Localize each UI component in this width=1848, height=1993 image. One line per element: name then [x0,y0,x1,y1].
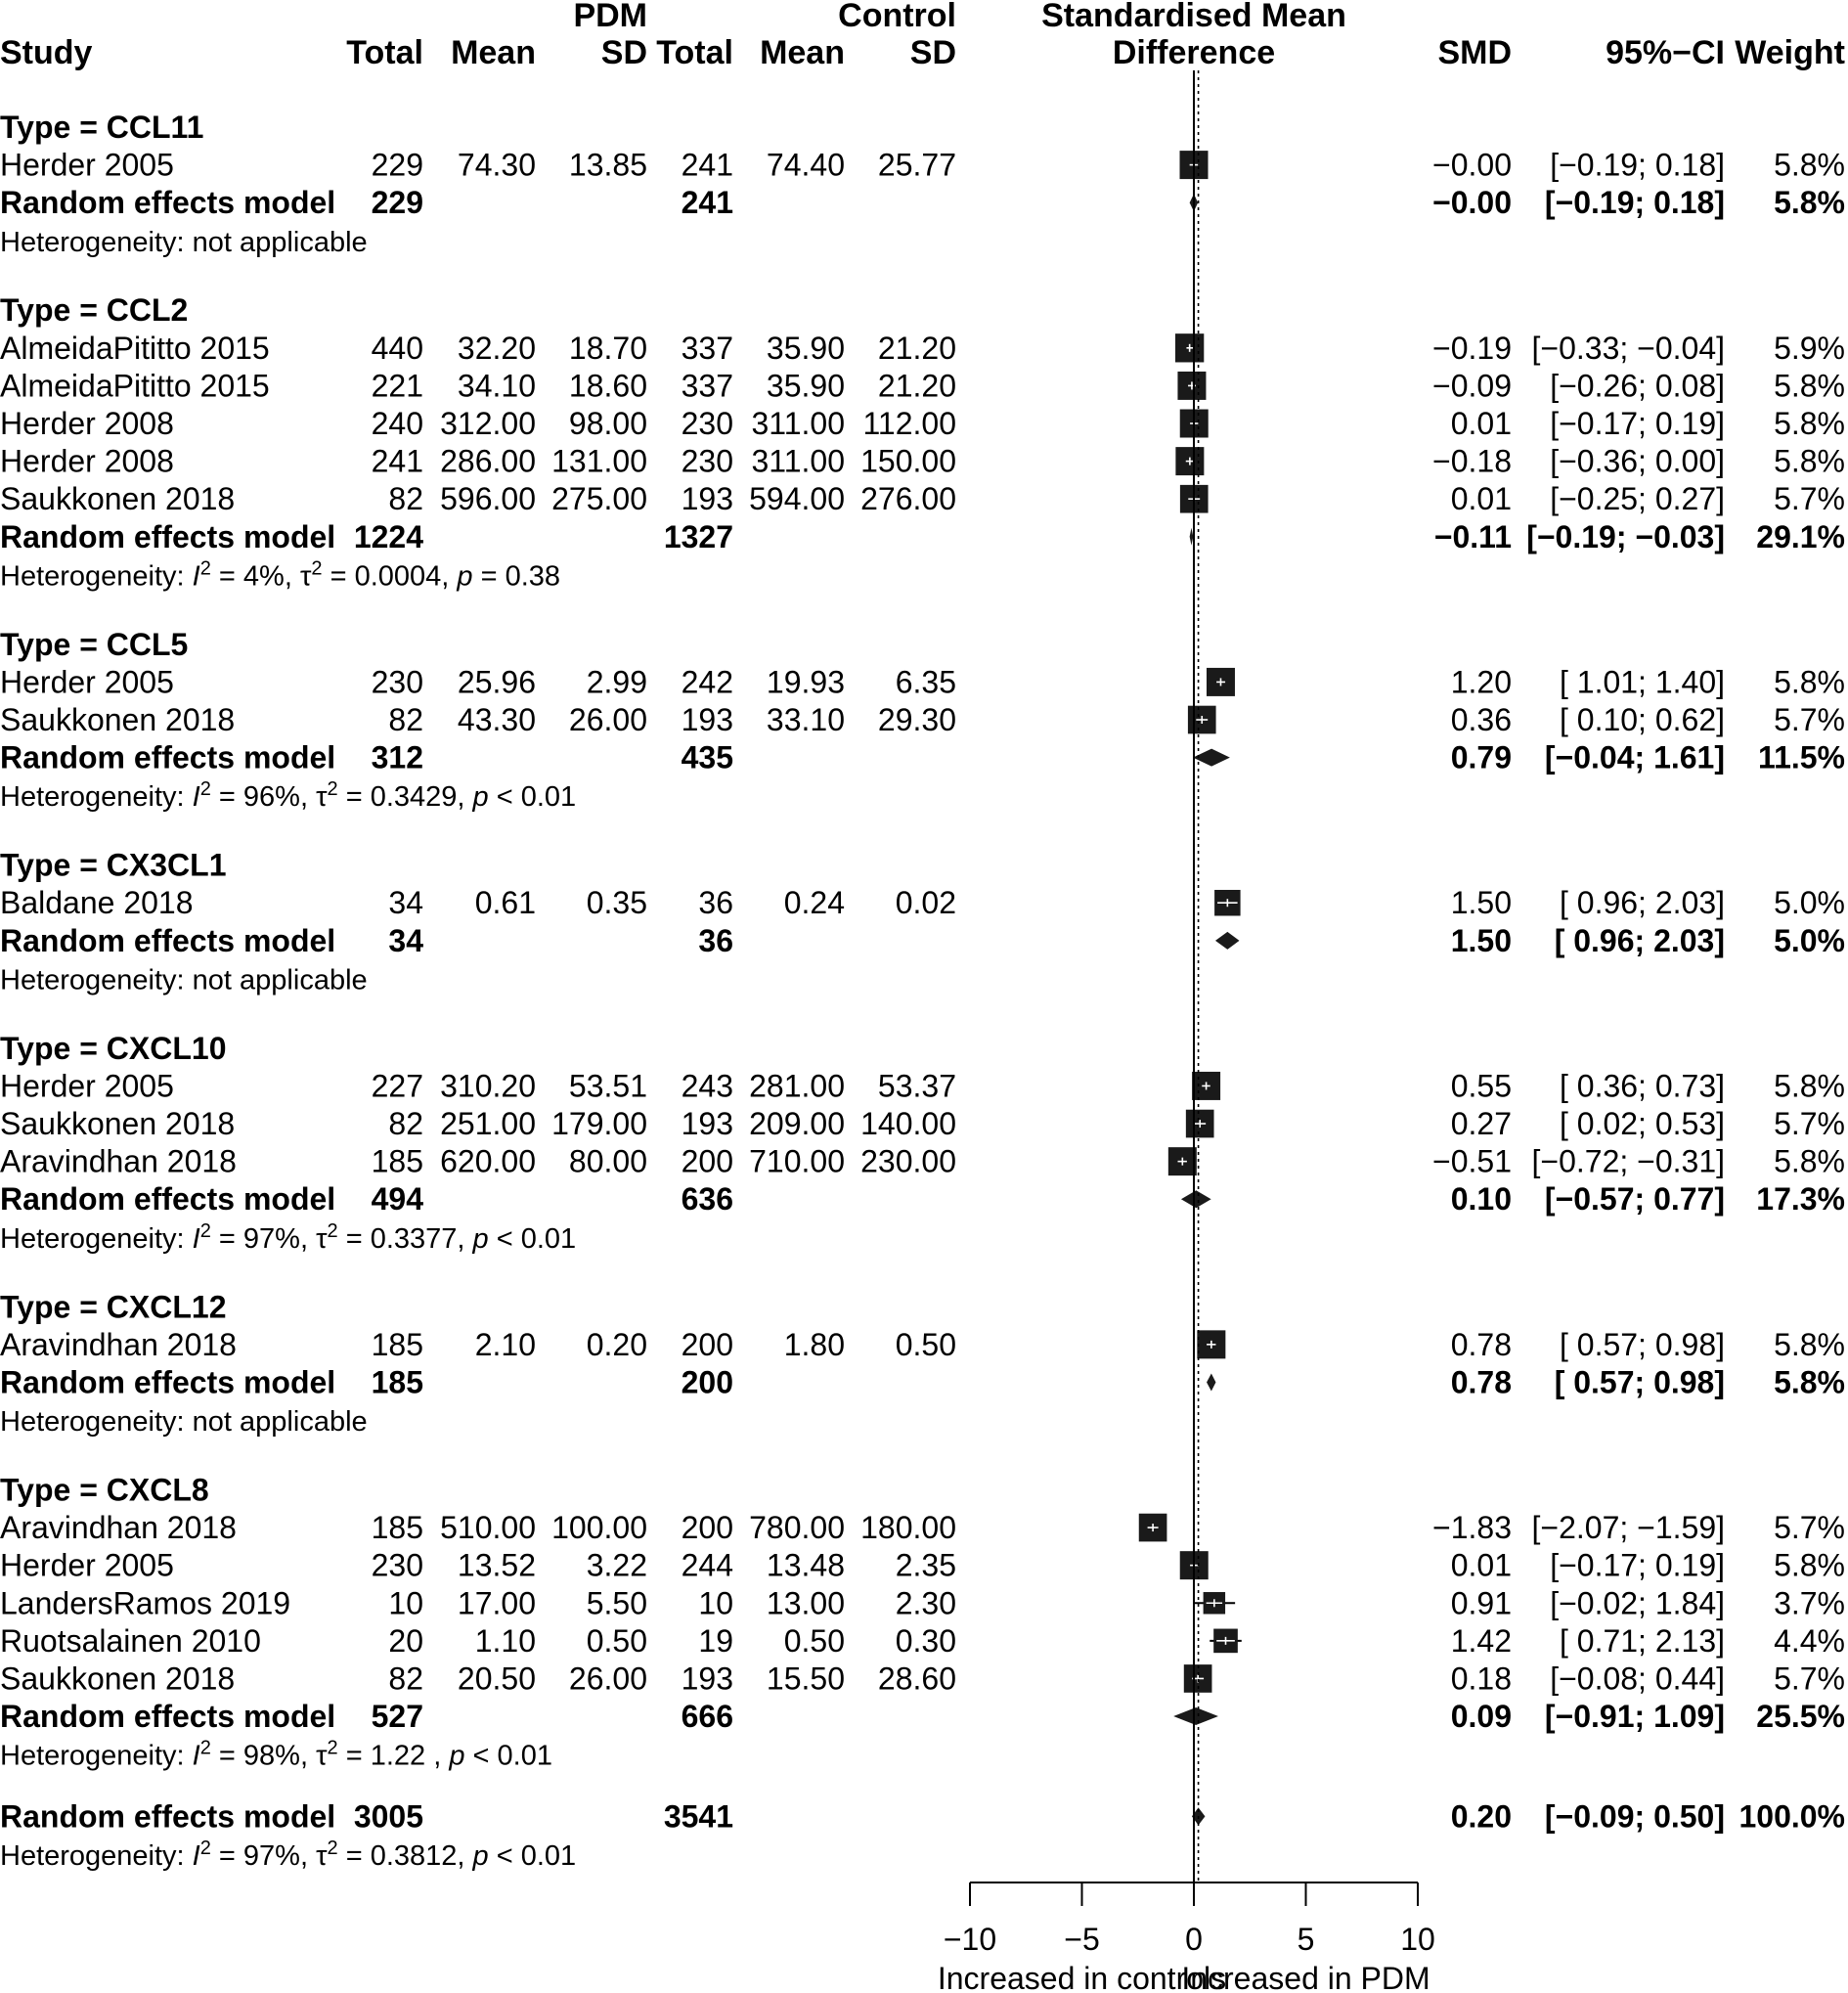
ci-value: [−0.33; −0.04] [1531,330,1725,366]
subgroup-control-total: 36 [698,922,733,958]
subgroup-pdm-total: 34 [388,922,423,958]
pdm-mean: 0.61 [474,885,536,921]
pdm-mean: 510.00 [440,1510,536,1546]
subgroup-control-total: 200 [681,1364,733,1400]
header-ci: 95%−CI [1606,34,1725,71]
weight-value: 5.8% [1774,368,1845,404]
plot-area [1139,70,1242,1882]
ci-value: [−2.07; −1.59] [1531,1510,1725,1546]
group-label: Type = CCL11 [0,110,204,145]
ci-value: [ 0.36; 0.73] [1559,1068,1725,1104]
subgroup-model-label: Random effects model [0,185,336,221]
study-name: Aravindhan 2018 [0,1510,237,1546]
subgroup-weight: 5.0% [1774,922,1845,958]
control-mean: 311.00 [751,406,845,442]
pdm-total: 230 [371,1547,423,1583]
subgroup-heterogeneity: Heterogeneity: $I^2 = 97\%$, $\tau^2 = 0.3377$, p < 0.01 [0,1219,577,1255]
group-label: Type = CXCL10 [0,1030,227,1066]
group-label: Type = CX3CL1 [0,847,227,883]
smd-value: 0.01 [1450,406,1512,442]
pdm-sd: 3.22 [586,1547,647,1583]
subgroup-heterogeneity: Heterogeneity: not applicable [0,964,368,996]
pdm-sd: 18.70 [568,330,647,366]
subgroup-ci: [−0.19; −0.03] [1526,518,1725,554]
pdm-sd: 5.50 [586,1585,647,1621]
weight-value: 5.7% [1774,1106,1845,1142]
control-mean: 13.00 [766,1585,845,1621]
header-control-sd: SD [909,34,956,71]
smd-value: −0.18 [1432,443,1512,479]
study-name: Saukkonen 2018 [0,1661,236,1697]
control-sd: 29.30 [877,702,956,738]
pdm-sd: 26.00 [568,1661,647,1697]
control-mean: 1.80 [783,1326,845,1362]
pdm-total: 440 [371,330,423,366]
axis-tick-label: 0 [1185,1922,1203,1957]
control-sd: 180.00 [860,1510,956,1546]
header-study: Study [0,34,93,71]
subgroup-smd: −0.00 [1432,185,1512,221]
pdm-sd: 13.85 [568,147,647,183]
ci-value: [−0.26; 0.08] [1550,368,1725,404]
pdm-sd: 0.50 [586,1622,647,1659]
subgroup-smd: 0.10 [1450,1181,1512,1218]
control-sd: 53.37 [877,1068,956,1104]
ci-value: [ 1.01; 1.40] [1559,664,1725,700]
pdm-sd: 53.51 [568,1068,647,1104]
smd-value: 0.55 [1450,1068,1512,1104]
subgroup-model-label: Random effects model [0,1181,336,1218]
study-name: AlmeidaPititto 2015 [0,368,270,404]
smd-value: 0.01 [1450,481,1512,517]
subgroup-control-total: 636 [681,1181,733,1218]
overall-control-total: 3541 [663,1798,733,1835]
pdm-mean: 20.50 [457,1661,536,1697]
pdm-total: 227 [371,1068,423,1104]
smd-value: 0.27 [1450,1106,1512,1142]
x-label-left: Increased in controls [937,1961,1227,1993]
control-total: 200 [681,1143,733,1179]
control-sd: 2.35 [895,1547,956,1583]
ci-value: [ 0.10; 0.62] [1559,702,1725,738]
weight-value: 5.8% [1774,406,1845,442]
subgroup-smd: 1.50 [1450,922,1512,958]
control-mean: 13.48 [766,1547,845,1583]
subgroup-diamond [1181,1190,1211,1208]
control-total: 193 [681,1106,733,1142]
ci-value: [−0.19; 0.18] [1550,147,1725,183]
ci-value: [−0.02; 1.84] [1550,1585,1725,1621]
pdm-total: 185 [371,1510,423,1546]
control-mean: 209.00 [749,1106,845,1142]
study-name: Herder 2005 [0,1068,174,1104]
control-mean: 74.40 [766,147,845,183]
subgroup-diamond [1190,528,1194,546]
subgroup-model-label: Random effects model [0,739,336,775]
subgroup-model-label: Random effects model [0,1699,336,1735]
pdm-total: 185 [371,1143,423,1179]
weight-value: 5.8% [1774,664,1845,700]
control-total: 193 [681,702,733,738]
control-mean: 594.00 [749,481,845,517]
control-sd: 25.77 [877,147,956,183]
subgroup-diamond [1173,1707,1218,1725]
control-total: 337 [681,330,733,366]
subgroup-control-total: 666 [681,1699,733,1735]
ci-value: [−0.72; −0.31] [1531,1143,1725,1179]
column-header [0,0,1845,71]
pdm-mean: 2.10 [474,1326,536,1362]
ci-value: [−0.08; 0.44] [1550,1661,1725,1697]
smd-value: 0.01 [1450,1547,1512,1583]
subgroup-heterogeneity: Heterogeneity: not applicable [0,226,368,258]
study-name: Aravindhan 2018 [0,1326,237,1362]
smd-value: 0.91 [1450,1585,1512,1621]
subgroup-weight: 25.5% [1756,1699,1845,1735]
pdm-mean: 286.00 [440,443,536,479]
ci-value: [−0.36; 0.00] [1550,443,1725,479]
pdm-sd: 98.00 [568,406,647,442]
subgroup-smd: 0.09 [1450,1699,1512,1735]
weight-value: 5.8% [1774,443,1845,479]
control-total: 193 [681,481,733,517]
pdm-sd: 0.35 [586,885,647,921]
group-label: Type = CXCL8 [0,1472,209,1508]
subgroup-smd: 0.78 [1450,1364,1512,1400]
subgroup-ci: [−0.19; 0.18] [1544,185,1725,221]
weight-value: 5.8% [1774,1143,1845,1179]
control-sd: 21.20 [877,368,956,404]
subgroup-diamond [1207,1373,1215,1391]
x-axis [938,1882,1435,1993]
subgroup-diamond [1215,932,1240,950]
pdm-sd: 100.00 [551,1510,647,1546]
pdm-total: 230 [371,664,423,700]
subgroup-model-label: Random effects model [0,518,336,554]
control-mean: 0.24 [783,885,845,921]
subgroup-smd: −0.11 [1433,518,1512,554]
control-mean: 281.00 [749,1068,845,1104]
subgroup-ci: [ 0.96; 2.03] [1554,922,1725,958]
control-total: 200 [681,1510,733,1546]
header-pdm-sd: SD [600,34,647,71]
pdm-mean: 13.52 [457,1547,536,1583]
group-label: Type = CCL5 [0,626,189,662]
control-total: 200 [681,1326,733,1362]
pdm-mean: 596.00 [440,481,536,517]
axis-tick-label: −5 [1064,1922,1100,1957]
pdm-sd: 26.00 [568,702,647,738]
control-mean: 710.00 [749,1143,845,1179]
smd-value: −1.83 [1432,1510,1512,1546]
weight-value: 5.8% [1774,1326,1845,1362]
control-mean: 15.50 [766,1661,845,1697]
weight-value: 5.8% [1774,1068,1845,1104]
ci-value: [ 0.02; 0.53] [1559,1106,1725,1142]
header-control-total: Total [656,34,733,71]
pdm-mean: 34.10 [457,368,536,404]
pdm-sd: 0.20 [586,1326,647,1362]
axis-tick-label: 5 [1297,1922,1315,1957]
subgroup-heterogeneity: Heterogeneity: $I^2 = 96\%$, $\tau^2 = 0.3429$, p < 0.01 [0,778,577,814]
smd-value: 0.36 [1450,702,1512,738]
pdm-mean: 74.30 [457,147,536,183]
overall-pdm-total: 3005 [353,1798,423,1835]
study-name: Herder 2005 [0,664,174,700]
control-sd: 276.00 [860,481,956,517]
pdm-mean: 32.20 [457,330,536,366]
control-total: 36 [698,885,733,921]
subgroup-weight: 5.8% [1774,1364,1845,1400]
pdm-sd: 18.60 [568,368,647,404]
pdm-sd: 131.00 [551,443,647,479]
pdm-total: 34 [388,885,423,921]
study-name: Herder 2008 [0,406,174,442]
group-label: Type = CXCL12 [0,1289,227,1325]
pdm-mean: 1.10 [474,1622,536,1659]
pdm-total: 185 [371,1326,423,1362]
study-name: Baldane 2018 [0,885,194,921]
study-name: Ruotsalainen 2010 [0,1622,261,1659]
subgroup-heterogeneity: Heterogeneity: not applicable [0,1406,368,1439]
subgroup-model-label: Random effects model [0,922,336,958]
pdm-mean: 17.00 [457,1585,536,1621]
pdm-mean: 251.00 [440,1106,536,1142]
subgroup-ci: [−0.57; 0.77] [1544,1181,1725,1218]
weight-value: 5.7% [1774,702,1845,738]
control-sd: 112.00 [862,406,956,442]
control-mean: 33.10 [766,702,845,738]
subgroup-control-total: 1327 [663,518,733,554]
smd-value: 0.18 [1450,1661,1512,1697]
pdm-total: 20 [388,1622,423,1659]
weight-value: 4.4% [1774,1622,1845,1659]
weight-value: 5.8% [1774,147,1845,183]
header-control-mean: Mean [760,34,845,71]
weight-value: 5.7% [1774,481,1845,517]
study-name: AlmeidaPititto 2015 [0,330,270,366]
pdm-total: 82 [388,702,423,738]
pdm-total: 221 [371,368,423,404]
study-name: Saukkonen 2018 [0,1106,236,1142]
weight-value: 5.7% [1774,1661,1845,1697]
pdm-total: 240 [371,406,423,442]
smd-value: 1.20 [1450,664,1512,700]
study-name: LandersRamos 2019 [0,1585,291,1621]
smd-value: 1.50 [1450,885,1512,921]
pdm-sd: 80.00 [568,1143,647,1179]
overall-heterogeneity: Heterogeneity: $I^2 = 97\%$, $\tau^2 = 0.3812$, p < 0.01 [0,1837,577,1872]
pdm-total: 229 [371,147,423,183]
pdm-mean: 25.96 [457,664,536,700]
study-name: Saukkonen 2018 [0,481,236,517]
control-total: 193 [681,1661,733,1697]
control-total: 241 [681,147,733,183]
pdm-sd: 179.00 [551,1106,647,1142]
subgroup-weight: 11.5% [1758,739,1845,775]
control-sd: 21.20 [877,330,956,366]
ci-value: [−0.25; 0.27] [1550,481,1725,517]
pdm-mean: 310.20 [440,1068,536,1104]
control-sd: 150.00 [860,443,956,479]
overall-ci: [−0.09; 0.50] [1544,1798,1725,1835]
subgroup-control-total: 241 [681,185,733,221]
pdm-total: 82 [388,481,423,517]
control-total: 230 [681,443,733,479]
smd-value: 0.78 [1450,1326,1512,1362]
overall-model-label: Random effects model [0,1798,336,1835]
pdm-total: 10 [388,1585,423,1621]
control-total: 244 [681,1547,733,1583]
axis-tick-label: 10 [1400,1922,1435,1957]
ci-value: [ 0.71; 2.13] [1559,1622,1725,1659]
control-sd: 6.35 [895,664,956,700]
smd-value: −0.19 [1432,330,1512,366]
control-sd: 0.30 [895,1622,956,1659]
header-effect: Standardised Mean [1041,0,1346,34]
pdm-total: 82 [388,1106,423,1142]
control-total: 230 [681,406,733,442]
control-sd: 230.00 [860,1143,956,1179]
study-name: Herder 2005 [0,1547,174,1583]
ci-value: [−0.17; 0.19] [1550,406,1725,442]
smd-value: −0.00 [1432,147,1512,183]
control-total: 10 [698,1585,733,1621]
header-pdm-mean: Mean [451,34,536,71]
subgroup-control-total: 435 [681,739,733,775]
weight-value: 5.7% [1774,1510,1845,1546]
control-total: 243 [681,1068,733,1104]
pdm-mean: 312.00 [440,406,536,442]
control-sd: 28.60 [877,1661,956,1697]
subgroup-pdm-total: 229 [371,185,423,221]
control-mean: 35.90 [766,330,845,366]
control-mean: 311.00 [751,443,845,479]
group-label: Type = CCL2 [0,292,189,329]
subgroup-pdm-total: 527 [371,1699,423,1735]
subgroup-ci: [−0.04; 1.61] [1544,739,1725,775]
control-mean: 0.50 [783,1622,845,1659]
study-name: Herder 2008 [0,443,174,479]
ci-value: [ 0.96; 2.03] [1559,885,1725,921]
control-sd: 140.00 [860,1106,956,1142]
weight-value: 3.7% [1774,1585,1845,1621]
subgroup-pdm-total: 494 [371,1181,423,1218]
header-smd: SMD [1437,34,1512,71]
subgroup-weight: 5.8% [1774,185,1845,221]
subgroup-pdm-total: 312 [371,739,423,775]
axis-tick-label: −10 [943,1922,997,1957]
ci-value: [ 0.57; 0.98] [1559,1326,1725,1362]
pdm-mean: 620.00 [440,1143,536,1179]
header-pdm: PDM [573,0,647,34]
pdm-total: 82 [388,1661,423,1697]
subgroup-pdm-total: 1224 [353,518,423,554]
overall-weight: 100.0% [1738,1798,1845,1835]
overall-smd: 0.20 [1450,1798,1512,1835]
header-pdm-total: Total [346,34,423,71]
control-mean: 780.00 [749,1510,845,1546]
subgroup-ci: [−0.91; 1.09] [1544,1699,1725,1735]
x-label-right: Increased in PDM [1181,1961,1430,1993]
subgroup-heterogeneity: Heterogeneity: $I^2 = 98\%$, $\tau^2 = 1.22$ , p < 0.01 [0,1737,552,1772]
pdm-sd: 2.99 [586,664,647,700]
control-total: 19 [698,1622,733,1659]
header-control: Control [838,0,956,34]
pdm-sd: 275.00 [551,481,647,517]
weight-value: 5.8% [1774,1547,1845,1583]
control-mean: 35.90 [766,368,845,404]
control-sd: 2.30 [895,1585,956,1621]
study-name: Aravindhan 2018 [0,1143,237,1179]
header-weight: Weight [1735,34,1845,71]
ci-value: [−0.17; 0.19] [1550,1547,1725,1583]
subgroup-weight: 17.3% [1756,1181,1845,1218]
subgroup-pdm-total: 185 [371,1364,423,1400]
subgroup-model-label: Random effects model [0,1364,336,1400]
control-total: 337 [681,368,733,404]
header-difference: Difference [1112,34,1276,71]
study-name: Saukkonen 2018 [0,702,236,738]
control-sd: 0.02 [895,885,956,921]
subgroup-weight: 29.1% [1756,518,1845,554]
control-total: 242 [681,664,733,700]
subgroup-ci: [ 0.57; 0.98] [1554,1364,1725,1400]
weight-value: 5.0% [1774,885,1845,921]
subgroup-heterogeneity: Heterogeneity: $I^2 = 4\%$, $\tau^2 = 0.0004$, p = 0.38 [0,557,561,593]
weight-value: 5.9% [1774,330,1845,366]
smd-value: −0.09 [1432,368,1512,404]
smd-value: −0.51 [1432,1143,1512,1179]
pdm-mean: 43.30 [457,702,536,738]
control-mean: 19.93 [766,664,845,700]
pdm-total: 241 [371,443,423,479]
control-sd: 0.50 [895,1326,956,1362]
table-rows [0,110,1845,1872]
study-name: Herder 2005 [0,147,174,183]
subgroup-smd: 0.79 [1450,739,1512,775]
smd-value: 1.42 [1450,1622,1512,1659]
